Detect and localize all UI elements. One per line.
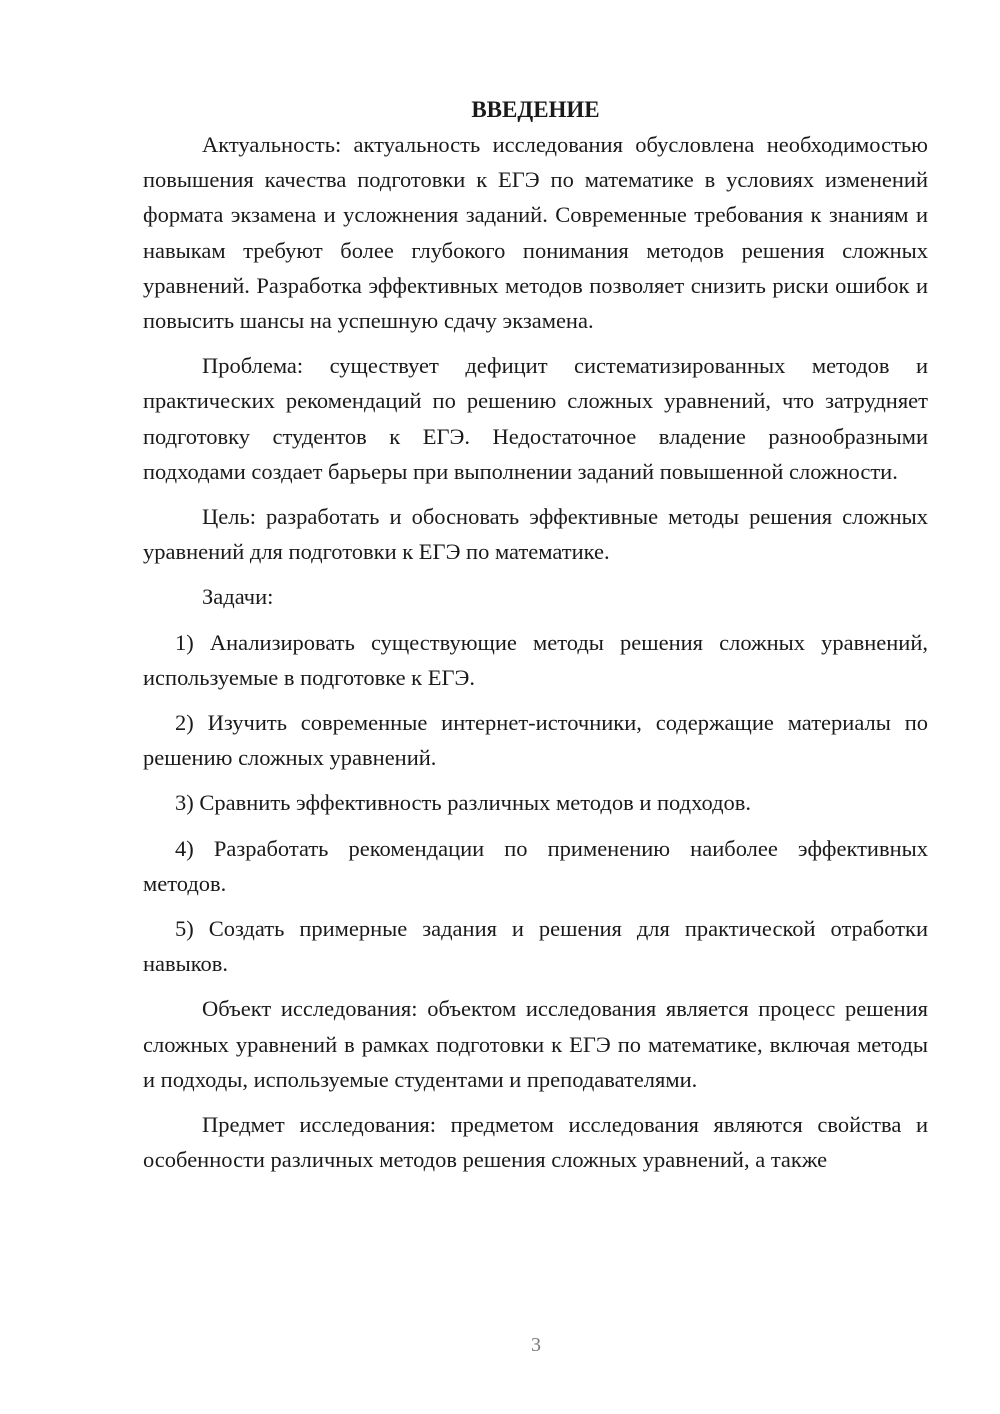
task-item-3: 3) Сравнить эффективность различных методов и подходов. bbox=[175, 790, 752, 816]
task-item-1: 1) Анализировать существующие методы решения сложных уравнений, используемые в подготовке к ЕГЭ. bbox=[143, 629, 928, 690]
task-item-2: 2) Изучить современные интернет-источники, содержащие материалы по решению сложных уравнений. bbox=[143, 710, 928, 771]
page-number: 3 bbox=[531, 1334, 541, 1356]
paragraph-relevance: Актуальность: актуальность исследования обусловлена необходимостью повышения качества подготовки к ЕГЭ по математике в условиях изменений формата экзамена и усложнения заданий. Современные требования к знаниям и навыкам требуют более глубокого понимания методов решения сложных уравнений. Разработка эффективных методов позволяет снизить риски ошибок и повысить шансы на успешную сдачу экзамена. bbox=[143, 132, 928, 334]
task-item-5: 5) Создать примерные задания и решения для практической отработки навыков. bbox=[143, 916, 928, 977]
paragraph-object: Объект исследования: объектом исследования является процесс решения сложных уравнений в рамках подготовки к ЕГЭ по математике, включая методы и подходы, используемые студентами и преподавателями. bbox=[143, 996, 928, 1092]
paragraph-subject: Предмет исследования: предметом исследования являются свойства и особенности различных методов решения сложных уравнений, а также bbox=[143, 1112, 928, 1173]
paragraph-problem: Проблема: существует дефицит систематизированных методов и практических рекомендаций по решению сложных уравнений, что затрудняет подготовку студентов к ЕГЭ. Недостаточное владение разнообразными подходами создает барьеры при выполнении заданий повышенной сложности. bbox=[143, 353, 928, 484]
page-content bbox=[143, 92, 928, 1187]
task-item-4: 4) Разработать рекомендации по применению наиболее эффективных методов. bbox=[143, 835, 928, 896]
paragraph-goal: Цель: разработать и обосновать эффективные методы решения сложных уравнений для подготовки к ЕГЭ по математике. bbox=[143, 504, 928, 565]
paragraph-tasks-heading: Задачи: bbox=[202, 584, 274, 610]
page-title: ВВЕДЕНИЕ bbox=[471, 97, 600, 122]
